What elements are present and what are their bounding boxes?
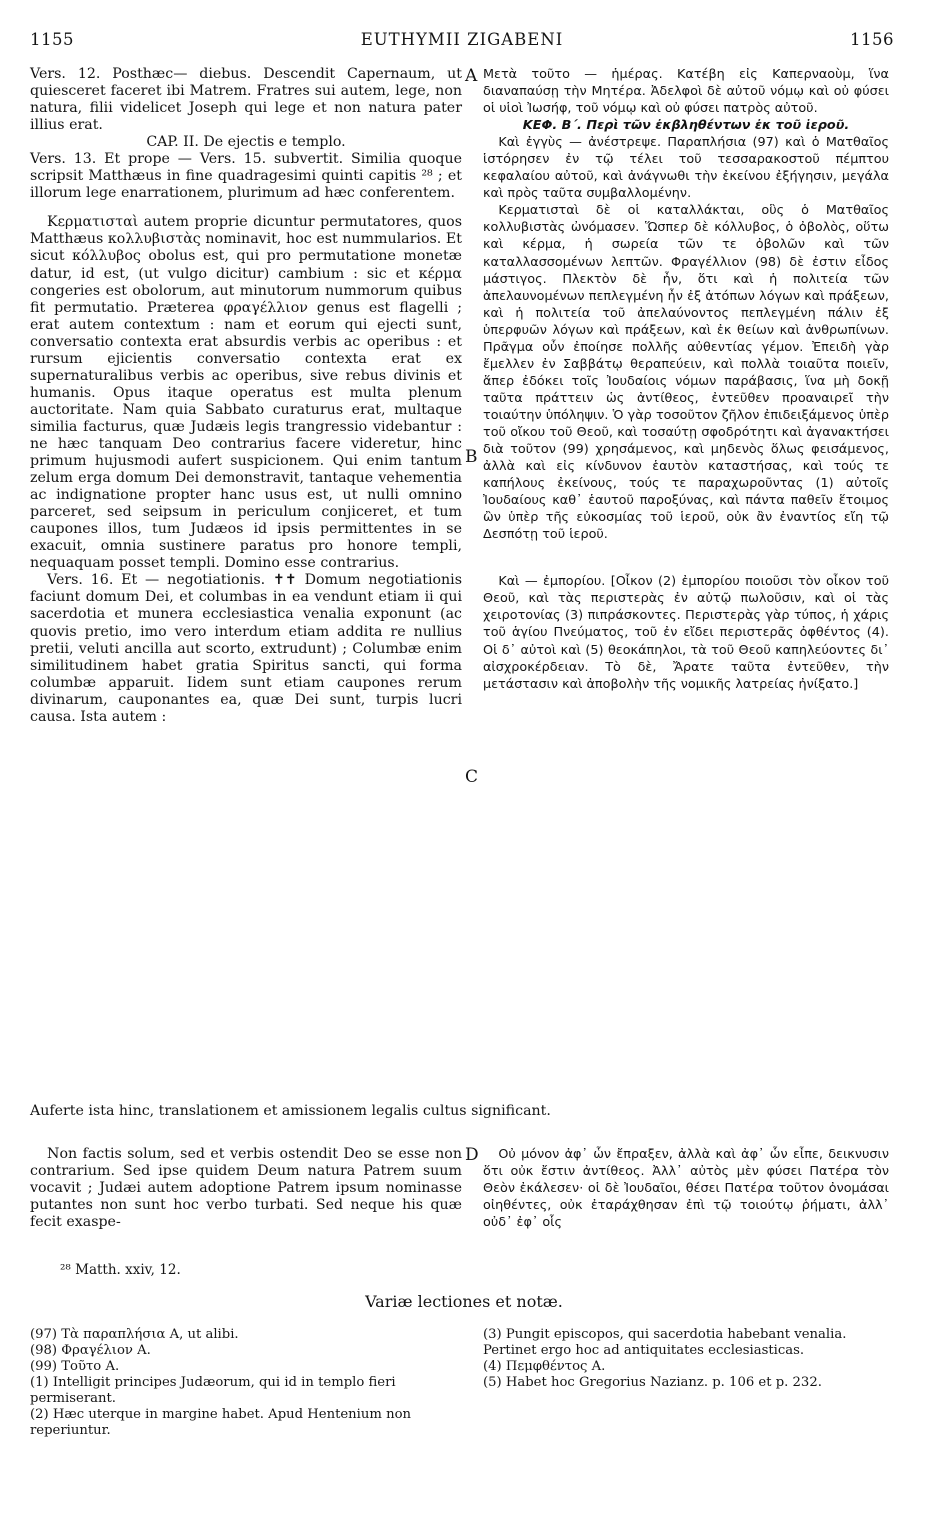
note-item: (99) Τοῦτο A. <box>30 1359 120 1374</box>
margin-marker-d: D <box>465 1145 479 1165</box>
variae-lectiones-heading: Variæ lectiones et notæ. <box>365 1292 563 1311</box>
spanning-line: Auferte ista hinc, translationem et amissionem legalis cultus significant. <box>30 1103 551 1119</box>
notes-right <box>483 1327 889 1391</box>
greek-column <box>483 66 889 693</box>
latin-paragraph: Non factis solum, sed et verbis ostendit Deo se esse non contrarium. Sed ipse quidem Deum natura Patrem suum vocavit ; Judæi autem adoptione Patrem ipsum nominasse putantes non sunt hoc verbo turbati. Sed neque his quæ fecit exaspe- <box>30 1146 462 1230</box>
footnote: ²⁸ Matth. xxiv, 12. <box>60 1262 181 1278</box>
latin-continuation <box>30 1146 462 1231</box>
latin-paragraph: Vers. 12. Posthæc— diebus. Descendit Capernaum, ut quiesceret faceret ibi Matrem. Fratres sui autem, lege, non natura, filii videlicet Joseph qui lege et non natura pater illius erat. <box>30 66 462 134</box>
latin-paragraph: Vers. 13. Et prope — Vers. 15. subvertit. Similia quoque scripsit Matthæus in fine quadragesimi quinti capitis ²⁸ ; et illorum lege enarrationem, plurimum ad hæc conferentem. <box>30 151 462 202</box>
latin-paragraph: Vers. 16. Et — negotiationis. ✝✝ Domum negotiationis faciunt domum Dei, et columbas in ea vendunt etiam ii qui sacerdotia et munera ecclesiastica venalia exponunt (ac quovis pretio, imo vero interdum etiam addita re nullius pretii, veluti ancilla aut scorto, extrudunt) ; Columbæ enim similitudinem habet gratia Spiritus sancti, qui forma columbæ apparuit. Iidem sunt etiam caupones rerum divinarum, cauponantes ea, quæ Dei sunt, turpis lucri causa. Ista autem : <box>30 572 462 725</box>
latin-column <box>30 66 462 726</box>
note-item: (97) Τὰ παραπλήσια A, ut alibi. <box>30 1327 239 1342</box>
margin-marker-b: B <box>465 447 478 467</box>
margin-marker-a: A <box>465 66 478 86</box>
greek-paragraph: Κερματισταὶ δὲ οἱ καταλλάκται, οὓς ὁ Ματθαῖος κολλυβιστὰς ὠνόμασεν. Ὥσπερ δὲ κόλλυβος, ὁ ὀβολὸς, οὕτω καὶ κέρμα, ἡ σωρεία τῶν τε ὀβολῶν καὶ τῶν καταλλασσομένων λεπτῶν. Φραγέλλιον (98) δὲ ἐστιν εἶδος μάστιγος. Πλεκτὸν δὲ ἦν, ὅτι καὶ ἡ πολιτεία τῶν ἀπελαυνομένων πεπλεγμένη ἦν ἐξ ἀτόπων λόγων καὶ πράξεων, καὶ ἡ πολιτεία τοῦ ἀπελαύνοντος πεπλεγμένη πάλιν ἐξ ὑπερφυῶν λόγων καὶ πράξεων, καὶ ἐκ θείων καὶ ἀνθρωπίνων. Πρᾶγμα οὖν ἐποίησε πολλῆς αὐθεντίας γέμον. Ἐπειδὴ γὰρ ἔμελλεν ἐν Σαββάτῳ θεραπεύειν, καὶ πολλὰ τοιαῦτα ποιεῖν, ἅπερ ἐδόκει τοῖς Ἰουδαίοις νόμων παράβασις, ἵνα μὴ δοκῇ ταῦτα πράττειν ὡς ἀντίθεος, ἐντεῦθεν προαναιρεῖ τὴν τοιαύτην ὑπόληψιν. Ὁ γὰρ τοσοῦτον ζῆλον ἐπιδειξάμενος ὑπὲρ τοῦ οἴκου τοῦ Θεοῦ, καὶ τοσαύτῃ σφοδρότητι καὶ ἀγανακτήσει διὰ τοῦτον (99) χρησάμενος, καὶ μηδενὸς ὅλως φεισάμενος, ἀλλὰ καὶ εἰς κίνδυνον ἑαυτὸν καταστήσας, καὶ τούς τε καπήλους ἐκείνους, τούς τε παραχωροῦντας (1) αὐτοῖς Ἰουδαίους καθ᾽ ἑαυτοῦ παροξύνας, καὶ πάντα παθεῖν ἕτοιμος ὢν ὑπὲρ τῆς εὐκοσμίας τοῦ ἱεροῦ, οὐκ ἂν ἐναντίος εἴη τῷ Δεσπότῃ τοῦ ἱεροῦ. <box>483 203 889 543</box>
page-header <box>30 30 894 56</box>
latin-paragraph: Κερματισταὶ autem proprie dicuntur permutatores, quos Matthæus κολλυβιστὰς nominavit, hoc est nummularios. Et sicut κόλλυβος obolus est, qui pro permutatione monetæ datur, id est, (ut vulgo dicitur) cambium : sic et κέρμα congeries est obolorum, aut minutorum nummorum quibus fit permutatio. Præterea φραγέλλιον genus est flagelli ; erat autem contextum : nam et eorum qui ejecti sunt, conversatio contexta erat absurdis verbis ac operibus : et rursum ejicientis conversatio contexta erat ex supernaturalibus verbis ac operibus, sive rebus divinis et humanis. Opus itaque operatus est multa plenum auctoritate. Nam quia Sabbato curaturus erat, multaque similia facturus, quæ Judæis legis trangressio videbantur : ne hæc tanquam Deo contrarius facere videretur, hinc primum hujusmodi aufert suspicionem. Qui enim tantum zelum erga domum Dei demonstravit, tantaque vehementia ac indignatione propter hanc usus est, ut nulli omnino parceret, sed seipsum in periculum conjiceret, et tum caupones illos, tum Judæos id ipsis permittentes in se exacuit, omnia sustinere paratus pro honore templi, nequaquam posset templi. Domino esse contrarius. <box>30 214 462 572</box>
page-number-left: 1155 <box>30 30 74 49</box>
page-number-right: 1156 <box>850 30 894 49</box>
note-item: (3) Pungit episcopos, qui sacerdotia habebant venalia. Pertinet ergo hoc ad antiquitates ecclesiasticas. <box>483 1327 847 1358</box>
spacer <box>483 543 889 573</box>
greek-continuation <box>483 1146 889 1231</box>
note-item: (1) Intelligit principes Judæorum, qui id in templo fieri permiserant. <box>30 1375 396 1406</box>
greek-paragraph: Καὶ — ἐμπορίου. [Οἶκον (2) ἐμπορίου ποιοῦσι τὸν οἶκον τοῦ Θεοῦ, καὶ τὰς περιστερὰς ἐν αὐτῷ πωλοῦσιν, καὶ οἱ τὰς χειροτονίας (3) πιπράσκοντες. Περιστερὰς γὰρ τύπος, ἡ χάρις τοῦ ἁγίου Πνεύματος, τοῦ ἐν εἴδει περιστερᾶς ὀφθέντος (4). Οἱ δ᾽ αὐτοὶ καὶ (5) θεοκάπηλοι, τὰ τοῦ Θεοῦ καπηλεύοντες δι᾽ αἰσχροκέρδειαν. Τὸ δὲ, Ἄρατε ταῦτα ἐντεῦθεν, τὴν μετάστασιν καὶ ἀποβολὴν τῆς νομικῆς λατρείας ἠνίξατο.] <box>483 574 889 692</box>
spacer <box>30 202 462 214</box>
note-item: (2) Hæc uterque in margine habet. Apud Hentenium non reperiuntur. <box>30 1407 412 1438</box>
running-title: EUTHYMII ZIGABENI <box>360 30 564 49</box>
greek-paragraph: Οὐ μόνον ἀφ᾽ ὧν ἔπραξεν, ἀλλὰ καὶ ἀφ᾽ ὧν εἶπε, δεικνυσιν ὅτι οὐκ ἔστιν ἀντίθεος. Ἀλλ᾽ αὐτὸς μὲν φύσει Πατέρα τὸν Θεὸν ἐκάλεσεν· οἱ δὲ Ἰουδαῖοι, θέσει Πατέρα τοῦτον ὀνομάσαι οἰηθέντες, οὐκ ἐταράχθησαν ἐπὶ τῷ τοιούτῳ ῥήματι, ἀλλ᾽ οὐδ᾽ ἐφ᾽ οἷς <box>483 1147 889 1230</box>
greek-chapter-heading: ΚΕΦ. Β΄. Περὶ τῶν ἐκβληθέντων ἐκ τοῦ ἱεροῦ. <box>522 118 850 134</box>
greek-paragraph: Καὶ ἐγγὺς — ἀνέστρεψε. Παραπλήσια (97) καὶ ὁ Ματθαῖος ἱστόρησεν ἐν τῷ τέλει τοῦ τεσσαρακοστοῦ πέμπτου κεφαλαίου αὐτοῦ, καὶ ἀνάγνωθι τὴν ἐκείνου ἐξήγησιν, μεγάλα καὶ πρὸς ταῦτα συμβαλλομένην. <box>483 135 889 202</box>
note-item: (4) Πεμφθέντος A. <box>483 1359 606 1374</box>
margin-marker-c: C <box>465 767 479 787</box>
note-item: (98) Φραγέλιον A. <box>30 1343 151 1358</box>
latin-chapter-heading: CAP. II. De ejectis e templo. <box>146 134 346 151</box>
note-item: (5) Habet hoc Gregorius Nazianz. p. 106 et p. 232. <box>483 1375 822 1390</box>
notes-left <box>30 1327 462 1439</box>
greek-paragraph: Μετὰ τοῦτο — ἡμέρας. Κατέβη εἰς Καπερναοὺμ, ἵνα διαναπαύσῃ τὴν Μητέρα. Ἀδελφοὶ δὲ αὐτοῦ νόμῳ καὶ οὐ φύσει οἱ υἱοὶ Ἰωσήφ, τοῦ νόμῳ καὶ οὐ φύσει πατρὸς αὐτοῦ. <box>483 67 889 117</box>
